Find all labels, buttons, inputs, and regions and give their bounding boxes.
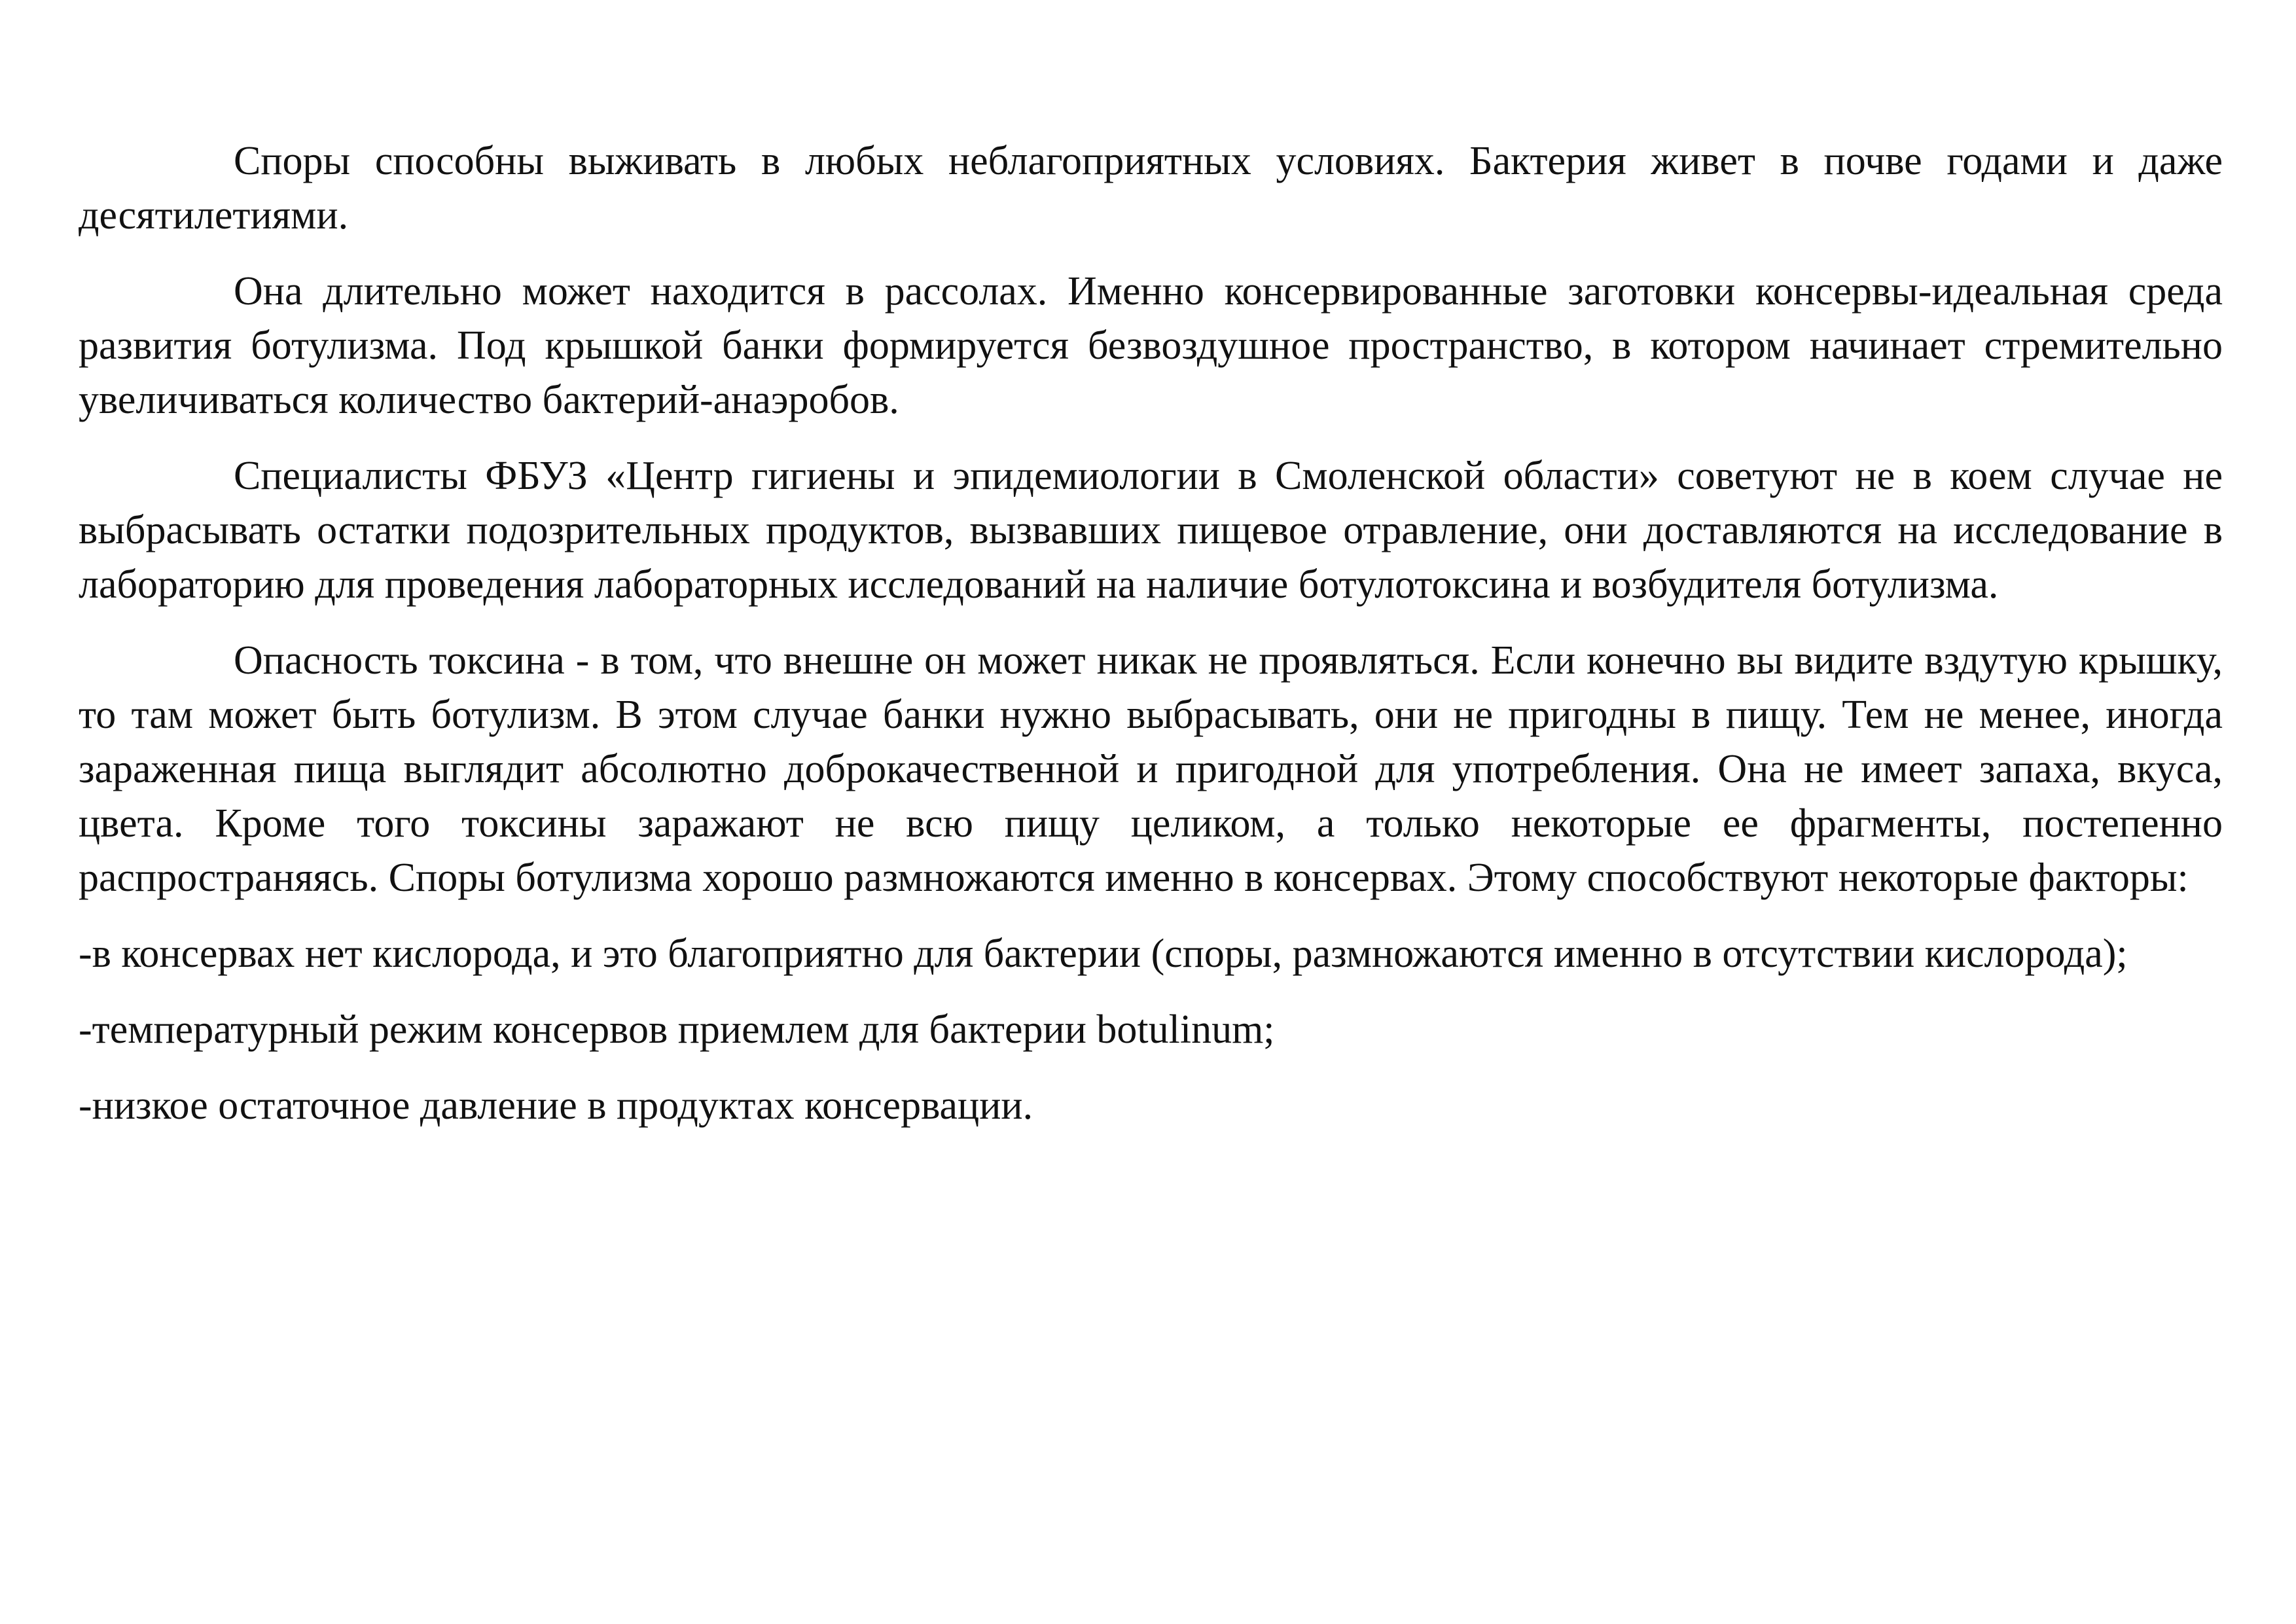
paragraph-toxin-danger: Опасность токсина - в том, что внешне он может никак не проявляться. Если конечно вы видите вздутую крышку, то там может быть ботулизм. В этом случае банки нужно выбрасывать, они не пригодны в пищу. Тем не менее, иногда зараженная пища выглядит абсолютно доброкачественной и пригодной для употребления. Она не имеет запаха, вкуса, цвета. Кроме того токсины заражают не всю пищу целиком, а только некоторые ее фрагменты, постепенно распространяясь. Споры ботулизма хорошо размножаются именно в консервах. Этому способствуют некоторые факторы: — [79, 638, 2223, 900]
paragraph-brine-canning: Она длительно может находится в рассолах. Именно консервированные заготовки консервы-идеальная среда развития ботулизма. Под крышкой банки формируется безвоздушное пространство, в котором начинает стремительно увеличиваться количество бактерий-анаэробов. — [79, 269, 2223, 422]
document-page — [79, 134, 2223, 1155]
paragraph-spores-survival: Споры способны выживать в любых неблагоприятных условиях. Бактерия живет в почве годами и даже десятилетиями. — [79, 139, 2223, 238]
paragraph-specialists-advice: Специалисты ФБУЗ «Центр гигиены и эпидемиологии в Смоленской области» советуют не в коем случае не выбрасывать остатки подозрительных продуктов, вызвавших пищевое отравление, они доставляются на исследование в лабораторию для проведения лабораторных исследований на наличие ботулотоксина и возбудителя ботулизма. — [79, 454, 2223, 607]
list-item-temperature: -температурный режим консервов приемлем для бактерии botulinum; — [79, 1007, 1275, 1052]
list-item-low-pressure: -низкое остаточное давление в продуктах консервации. — [79, 1083, 1033, 1128]
list-item-no-oxygen: -в консервах нет кислорода, и это благоприятно для бактерии (споры, размножаются именно в отсутствии кислорода); — [79, 931, 2128, 976]
